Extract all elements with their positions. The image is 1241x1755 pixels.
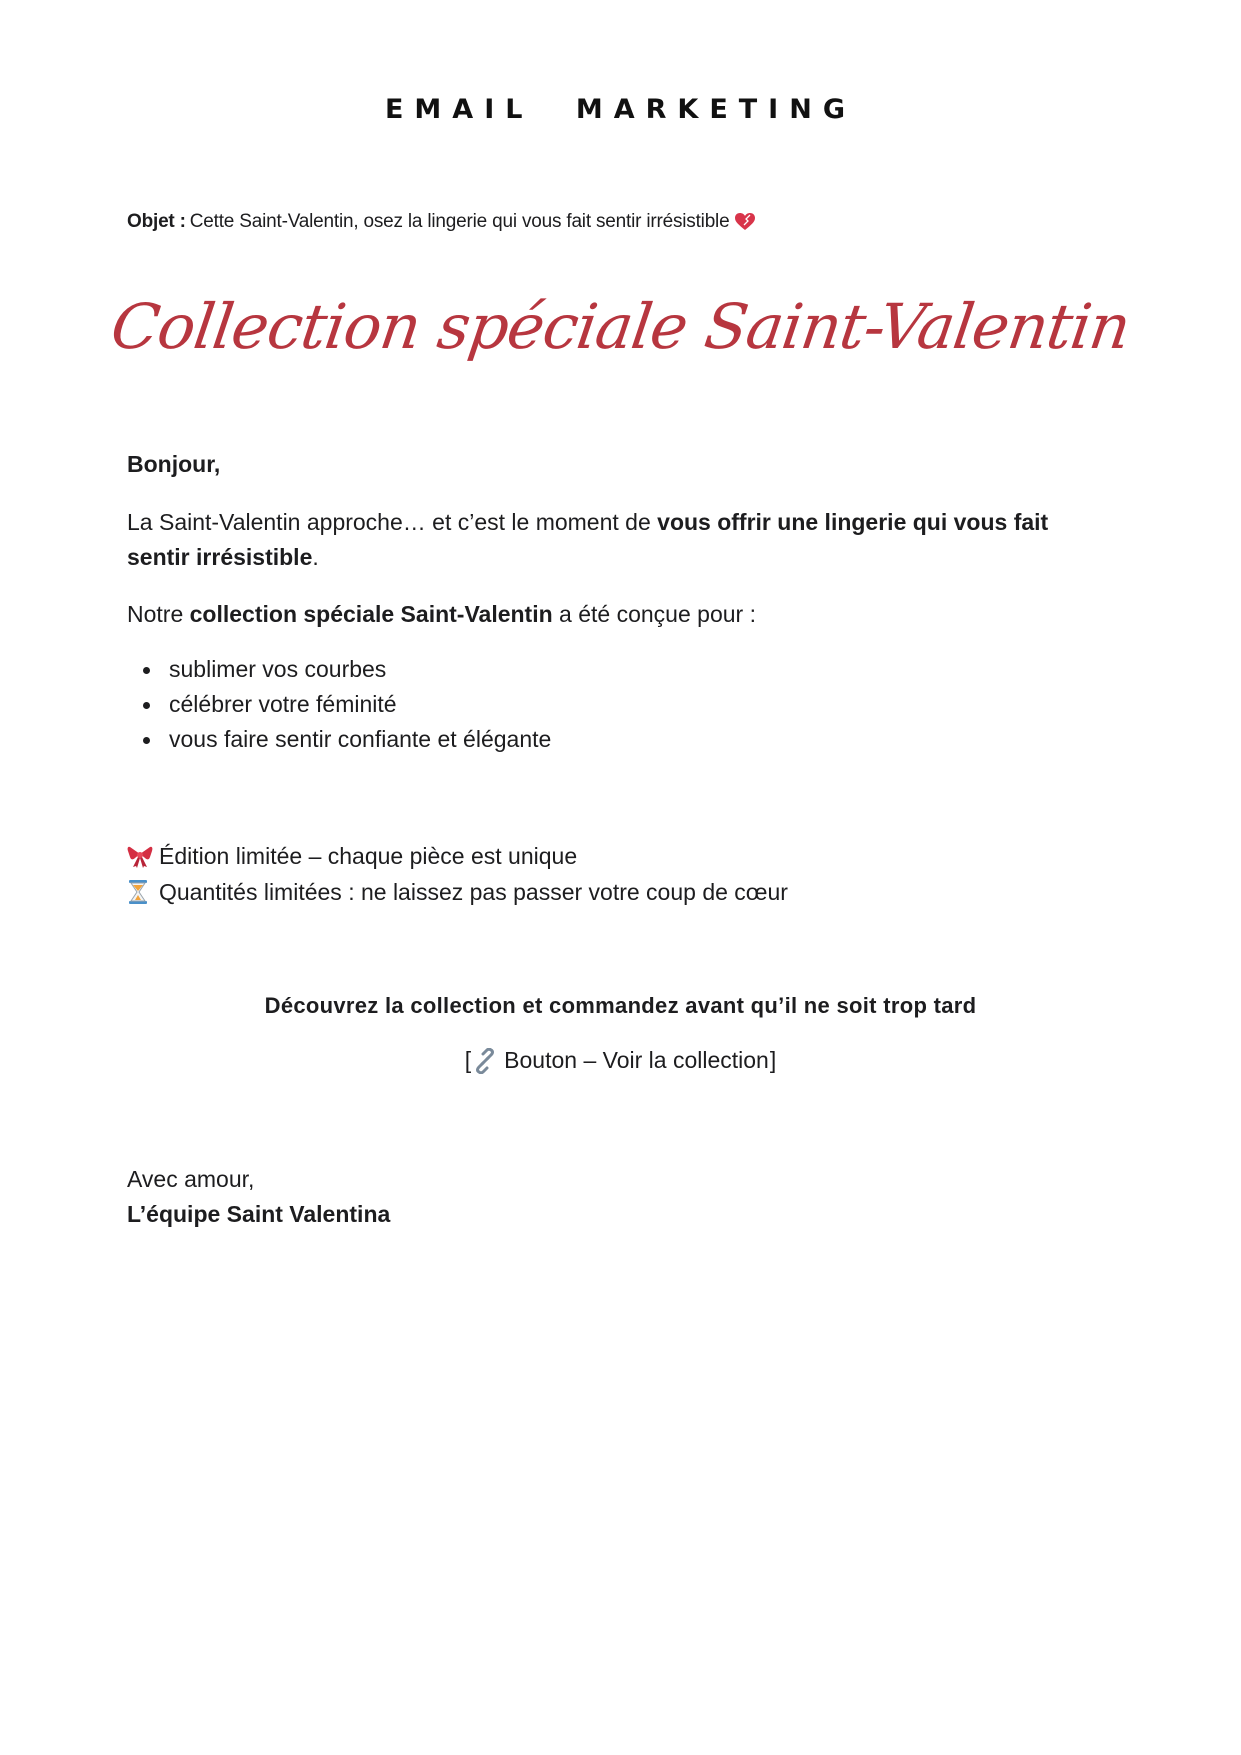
collection-paragraph — [127, 597, 1117, 632]
subject-label: Objet : — [127, 211, 186, 232]
signature: L’équipe Saint Valentina — [127, 1201, 391, 1227]
link-icon — [472, 1048, 498, 1074]
view-collection-button[interactable] — [0, 1047, 1241, 1074]
list-item: célébrer votre féminité — [127, 687, 551, 722]
cta-open-bracket: [ — [464, 1047, 472, 1073]
signoff — [127, 1162, 390, 1232]
page-title: EMAIL MARKETING — [384, 94, 856, 125]
highlight-limited-quantities — [127, 874, 788, 910]
highlight-text: Quantités limitées : ne laissez pas passer votre coup de cœur — [159, 879, 788, 905]
highlights — [127, 838, 788, 910]
list-item: sublimer vos courbes — [127, 652, 551, 687]
email-subject — [127, 211, 755, 233]
greeting: Bonjour, — [127, 451, 221, 477]
subject-text: Cette Saint-Valentin, osez la lingerie qui vous fait sentir irrésistible — [189, 211, 730, 232]
signoff-line: Avec amour, — [127, 1166, 255, 1192]
benefits-list — [127, 652, 551, 757]
hourglass-icon — [127, 879, 149, 905]
intro-start: La Saint-Valentin approche… et c’est le moment de — [127, 509, 658, 535]
list-item: vous faire sentir confiante et élégante — [127, 722, 551, 757]
collection-bold: collection spéciale Saint-Valentin — [189, 601, 553, 627]
collection-end: a été conçue pour : — [552, 601, 756, 627]
highlight-limited-edition — [127, 838, 788, 874]
intro-paragraph — [127, 505, 1117, 575]
heart-icon — [735, 213, 755, 231]
cta-heading: Découvrez la collection et commandez avant qu’il ne soit trop tard — [264, 993, 977, 1018]
collection-start: Notre — [127, 601, 190, 627]
script-heading: Collection spéciale Saint-Valentin — [106, 290, 1135, 363]
cta-close-bracket: ] — [769, 1047, 777, 1073]
intro-bold: vous offrir une lingerie qui vous fait sentir irrésistible — [127, 509, 1049, 570]
intro-end: . — [312, 544, 319, 570]
bow-icon — [127, 843, 153, 869]
highlight-text: Édition limitée – chaque pièce est unique — [159, 843, 578, 869]
cta-label: Bouton – Voir la collection — [504, 1047, 769, 1073]
